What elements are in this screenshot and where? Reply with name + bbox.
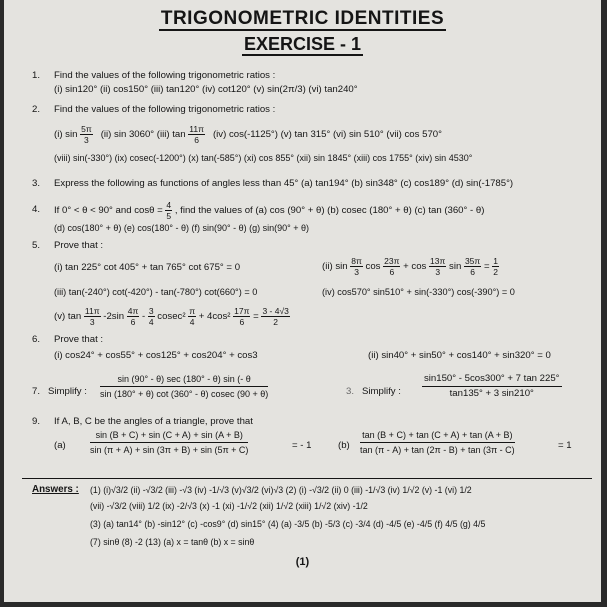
q9-text: If A, B, C be the angles of a triangle, prove that bbox=[54, 416, 253, 427]
q4-row1: If 0° < θ < 90° and cosθ = $\frac{4}{5}$ , find the values of (a) cos (90° + θ) (b) cosec (180° + θ) (c) tan (360° - θ) bbox=[54, 200, 485, 221]
fraction: $\frac{23\pi}{6}$ bbox=[384, 256, 400, 277]
q5-part-iii: (iii) tan(-240°) cot(-420°) - tan(-780°) cot(660°) = 0 bbox=[54, 287, 258, 297]
q2-number: 2. bbox=[32, 104, 41, 115]
q1-number: 1. bbox=[32, 70, 41, 81]
fraction: $\frac{\pi}{4}$ bbox=[189, 306, 196, 327]
q9-number: 9. bbox=[32, 416, 41, 427]
q2-text: Find the values of the following trigonometric ratios : bbox=[54, 104, 276, 115]
answers-divider bbox=[22, 478, 592, 479]
answers-label: Answers : bbox=[32, 484, 79, 495]
q9a-label: (a) bbox=[54, 440, 66, 451]
answers-line-4: (7) sinθ (8) -2 (13) (a) x = tanθ (b) x = sinθ bbox=[90, 537, 255, 547]
q9b-label: (b) bbox=[338, 440, 350, 451]
q6-part-ii: (ii) sin40° + sin50° + cos140° + sin320° = 0 bbox=[368, 350, 551, 361]
fraction: $\frac{4\pi}{6}$ bbox=[127, 306, 139, 327]
answers-line-3: (3) (a) tan14° (b) -sin12° (c) -cos9° (d) sin15° (4) (a) -3/5 (b) -5/3 (c) -3/4 (d) -4/5 (e) -4/5 (f) 4/5 (g) 4/5 bbox=[90, 519, 486, 529]
q1-text: Find the values of the following trigonometric ratios : bbox=[54, 70, 276, 81]
q5-part-iv: (iv) cos570° sin510° + sin(-330°) cos(-390°) = 0 bbox=[322, 287, 515, 297]
q8-label: Simplify : bbox=[362, 386, 401, 397]
q5-number: 5. bbox=[32, 240, 41, 251]
q5-text: Prove that : bbox=[54, 240, 104, 251]
q2-row2: (viii) sin(-330°) (ix) cosec(-1200°) (x) tan(-585°) (xi) cos 855° (xii) sin 1845° (xiii) cos 1755° (xiv) sin 4530° bbox=[54, 153, 473, 163]
fraction: $\frac{8\pi}{3}$ bbox=[351, 256, 362, 277]
q7-label: Simplify : bbox=[48, 386, 87, 397]
q8-number: 3. bbox=[346, 386, 355, 397]
q3-number: 3. bbox=[32, 178, 41, 189]
fraction: $\frac{11\pi}{3}$ bbox=[84, 306, 100, 327]
exercise-heading: EXERCISE - 1 bbox=[243, 34, 362, 54]
fraction: $\frac{3 - 4√3}{2}$ bbox=[262, 306, 289, 327]
q4-number: 4. bbox=[32, 204, 41, 215]
page-title: TRIGONOMETRIC IDENTITIES bbox=[160, 8, 445, 29]
q6-part-i: (i) cos24° + cos55° + cos125° + cos204° + cos3 bbox=[54, 350, 258, 361]
fraction: $\frac{35\pi}{6}$ bbox=[464, 256, 481, 277]
q9a-rhs: = - 1 bbox=[292, 440, 312, 451]
worksheet-page bbox=[4, 0, 601, 602]
q2-row1: (i) sin $\frac{5\pi}{3}$ (ii) sin 3060° (iii) tan $\frac{11\pi}{6}$ (iv) cos(-1125°) (v) tan 315° (vi) sin 510° (vii) cos 570° bbox=[54, 124, 442, 145]
q9b-fraction: tan (B + C) + tan (C + A) + tan (A + B) tan (π - A) + tan (2π - B) + tan (3π - C) bbox=[360, 430, 515, 455]
q9a-fraction: sin (B + C) + sin (C + A) + sin (A + B) sin (π + A) + sin (3π + B) + sin (5π + C) bbox=[90, 430, 249, 455]
q5-part-v: (v) tan $\frac{11\pi}{3}$ -2sin $\frac{4\pi}{6}$ - $\frac{3}{4}$ cosec² $\frac{\pi}{4}$ + 4cos² $\frac{17\pi}{6}$ = $\frac{3 - 4√3}{2}$ bbox=[54, 306, 289, 327]
fraction: $\frac{4}{5}$ bbox=[166, 200, 172, 221]
q5-part-ii: (ii) sin $\frac{8\pi}{3}$ cos $\frac{23\pi}{6}$ + cos $\frac{13\pi}{3}$ sin $\frac{35\pi}{6}$ = $\frac{1}{2}$ bbox=[322, 256, 498, 277]
answers-line-1: (1) (i)√3/2 (ii) -√3/2 (iii) -√3 (iv) -1/√3 (v)√3/2 (vi)√3 (2) (i) -√3/2 (ii) 0 (iii) -1/√3 (iv) 1/√2 (v) -1 (vi) 1/2 bbox=[90, 485, 472, 495]
fraction: $\frac{17\pi}{6}$ bbox=[234, 306, 250, 327]
q1-parts: (i) sin120° (ii) cos150° (iii) tan120° (iv) cot120° (v) sin(2π/3) (vi) tan240° bbox=[54, 84, 358, 95]
q7-fraction: sin (90° - θ) sec (180° - θ) sin (- θ sin (180° + θ) cot (360° - θ) cosec (90 + θ) bbox=[100, 374, 269, 399]
q6-text: Prove that : bbox=[54, 334, 104, 345]
answers-line-2: (vii) -√3/2 (viii) 1/2 (ix) -2/√3 (x) -1 (xi) -1/√2 (xii) 1/√2 (xiii) 1/√2 (xiv) -1/2 bbox=[90, 501, 368, 511]
fraction: $\frac{11\pi}{6}$ bbox=[189, 124, 204, 145]
q9b-rhs: = 1 bbox=[558, 440, 572, 451]
q5-part-i: (i) tan 225° cot 405° + tan 765° cot 675° = 0 bbox=[54, 262, 241, 273]
fraction: $\frac{1}{2}$ bbox=[493, 256, 498, 277]
q3-text: Express the following as functions of angles less than 45° (a) tan194° (b) sin348° (c) cos189° (d) sin(-1785°) bbox=[54, 178, 514, 189]
fraction: $\frac{5\pi}{3}$ bbox=[81, 124, 92, 145]
page-number: (1) bbox=[295, 556, 310, 568]
fraction: $\frac{13\pi}{3}$ bbox=[430, 256, 446, 277]
q8-fraction: sin150° - 5cos300° + 7 tan 225° tan135° + 3 sin210° bbox=[424, 373, 560, 399]
q7-number: 7. bbox=[32, 386, 41, 397]
fraction: $\frac{3}{4}$ bbox=[148, 306, 154, 327]
q4-row2: (d) cos(180° + θ) (e) cos(180° - θ) (f) sin(90° - θ) (g) sin(90° + θ) bbox=[54, 223, 309, 233]
q6-number: 6. bbox=[32, 334, 41, 345]
